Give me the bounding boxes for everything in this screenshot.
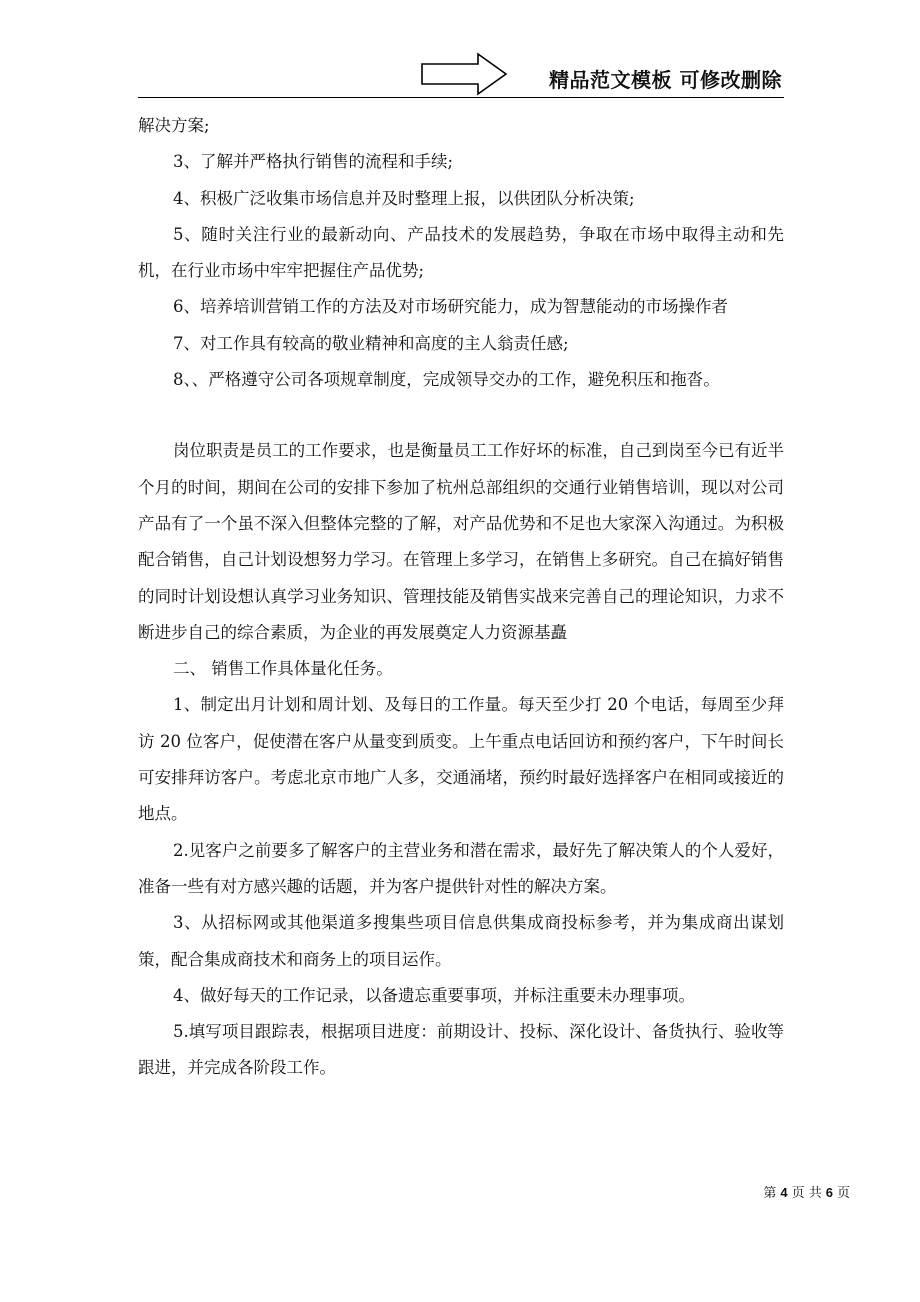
paragraph: 4、做好每天的工作记录，以备遗忘重要事项，并标注重要未办理事项。 [173,985,695,1005]
paragraph: 8、、严格遵守公司各项规章制度，完成领导交办的工作，避免积压和拖沓。 [173,370,720,390]
total-pages-number: 6 [825,1185,833,1200]
current-page-number: 4 [780,1185,788,1200]
section-heading: 二、 销售工作具体量化任务。 [173,659,393,679]
page-footer [763,1182,850,1201]
header-divider [138,97,784,98]
paragraph: 6、培养培训营销工作的方法及对市场研究能力，成为智慧能动的市场操作者 [173,297,728,317]
document-body [138,108,784,1087]
paragraph: 7、对工作具有较高的敬业精神和高度的主人翁责任感; [173,333,569,353]
footer-prefix: 第 [763,1186,777,1201]
paragraph: 5、随时关注行业的最新动向、产品技术的发展趋势，争取在市场中取得主动和先机，在行业市场中牢牢把握住产品优势; [138,224,784,281]
right-arrow-outline-icon [420,52,508,96]
page-header [138,50,784,98]
paragraph: 2.见客户之前要多了解客户的主营业务和潜在需求，最好先了解决策人的个人爱好，准备一些有对方感兴趣的话题，并为客户提供针对性的解决方案。 [138,840,784,896]
paragraph: 岗位职责是员工的工作要求，也是衡量员工工作好坏的标准，自己到岗至今已有近半个月的时间，期间在公司的安排下参加了杭州总部组织的交通行业销售培训，现以对公司产品有了一个虽不深入但整体完整的了解，对产品优势和不足也大家深入沟通过。为积极配合销售，自己计划设想努力学习。在管理上多学习，在销售上多研究。自己在搞好销售的同时计划设想认真学习业务知识、管理技能及销售实战来完善自己的理论知识，力求不断进步自己的综合素质，为企业的再发展奠定人力资源基矗 [138,441,784,642]
paragraph: 解决方案; [138,116,210,135]
paragraph: 3、了解并严格执行销售的流程和手续; [173,152,454,172]
paragraph: 4、积极广泛收集市场信息并及时整理上报，以供团队分析决策; [173,188,635,208]
footer-middle: 页 共 [791,1186,822,1201]
paragraph: 5.填写项目跟踪表，根据项目进度：前期设计、投标、深化设计、备货执行、验收等跟进，并完成各阶段工作。 [138,1022,784,1078]
footer-suffix: 页 [836,1186,850,1201]
header-title: 精品范文模板 可修改删除 [549,68,782,92]
paragraph: 3、从招标网或其他渠道多搜集些项目信息供集成商投标参考，并为集成商出谋划策，配合集成商技术和商务上的项目运作。 [138,913,784,969]
paragraph: 1、制定出月计划和周计划、及每日的工作量。每天至少打 20 个电话，每周至少拜访 20 位客户，促使潜在客户从量变到质变。上午重点电话回访和预约客户，下午时间长可安排拜访客户。考虑北京市地广人多，交通涌堵，预约时最好选择客户在相同或接近的地点。 [138,695,784,824]
